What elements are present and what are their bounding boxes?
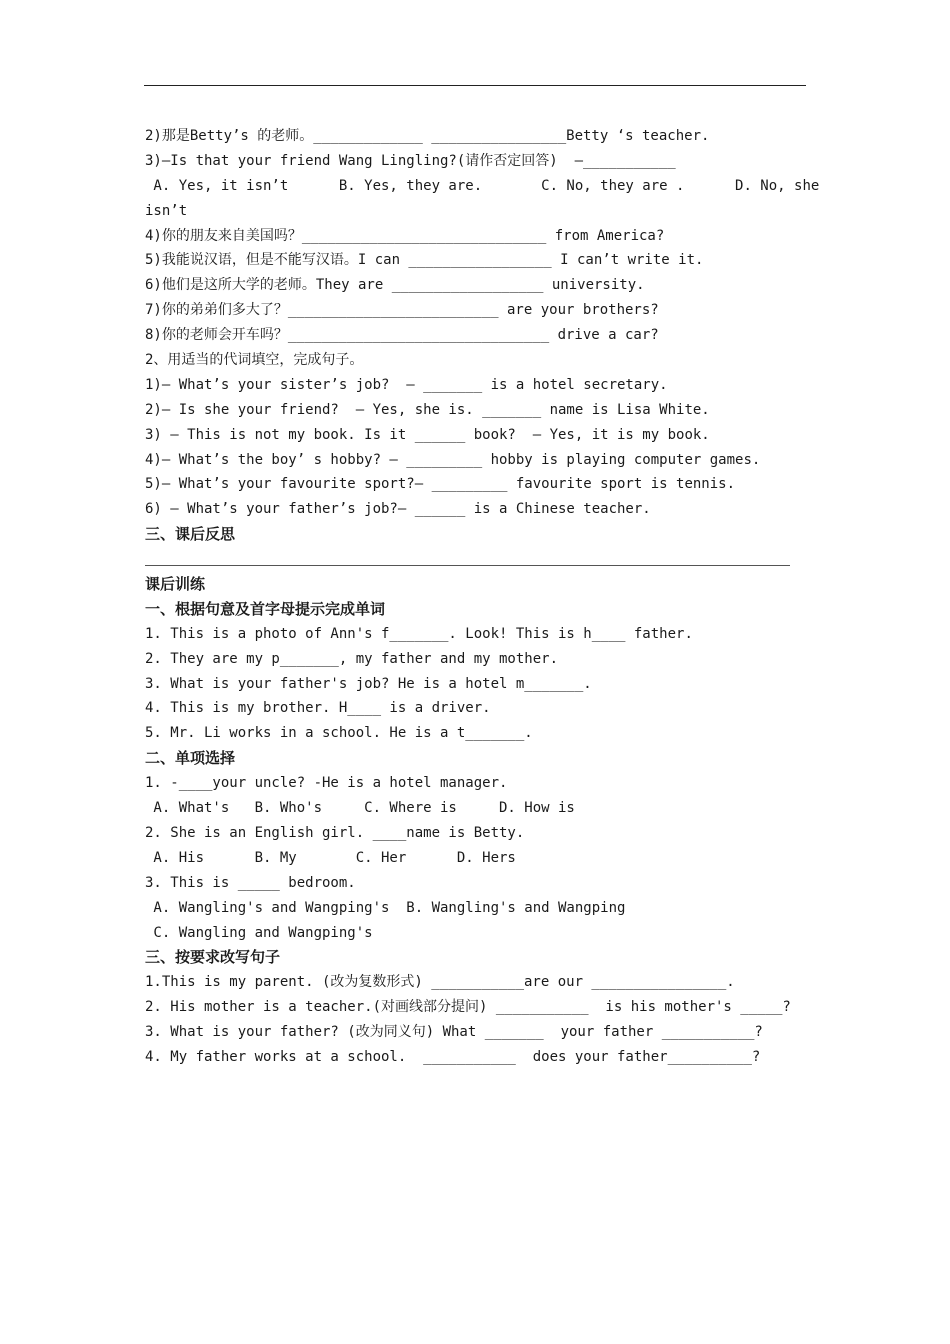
section1-item: 4. This is my brother. H____ is a driver. xyxy=(145,700,491,717)
section2-options: A. His B. My C. Her D. Hers xyxy=(145,849,516,866)
header-rule xyxy=(144,85,806,86)
exercise-line: 7)你的弟弟们多大了？_________________________ are your brothers? xyxy=(145,302,659,319)
exercise-line: 3) — This is not my book. Is it ______ book? — Yes, it is my book. xyxy=(145,426,710,443)
reflection-answer-line xyxy=(145,547,810,572)
section1-item: 3. What is your father's job? He is a hotel m_______. xyxy=(145,675,592,692)
section2-options: C. Wangling and Wangping's xyxy=(145,924,373,941)
section3-item: 3. What is your father? (改为同义句) What _______ your father ___________? xyxy=(145,1024,763,1041)
section2-item: 2. She is an English girl. ____name is Betty. xyxy=(145,824,525,841)
section2-heading: 二、单项选择 xyxy=(145,749,236,768)
section1-item: 2. They are my p_______, my father and my mother. xyxy=(145,650,559,667)
exercise-line: 1)— What’s your sister’s job? — _______ is a hotel secretary. xyxy=(145,376,668,393)
section2-options: A. What's B. Who's C. Where is D. How is xyxy=(145,800,575,817)
section2-item: 1. -____your uncle? -He is a hotel manager. xyxy=(145,775,508,792)
exercise-line: 5)— What’s your favourite sport?— _________ favourite sport is tennis. xyxy=(145,476,736,493)
section2-options: A. Wangling's and Wangping's B. Wangling's and Wangping xyxy=(145,899,626,916)
exercise-line: 4)你的朋友来自美国吗？_____________________________ from America? xyxy=(145,227,665,244)
section3-heading: 三、按要求改写句子 xyxy=(145,948,281,967)
section3-item: 4. My father works at a school. ___________ does your father__________? xyxy=(145,1048,761,1065)
answer-options: A. Yes, it isn’t B. Yes, they are. C. No, they are . D. No, she xyxy=(145,177,820,194)
practice-title: 课后训练 xyxy=(145,575,206,594)
section3-item: 1.This is my parent. (改为复数形式) ___________are our ________________. xyxy=(145,974,735,991)
exercise-line: 2)那是Betty’s 的老师。_____________ ________________Betty ‘s teacher. xyxy=(145,128,710,144)
exercise-line: 5)我能说汉语，但是不能写汉语。I can _________________ I can’t write it. xyxy=(145,252,704,269)
exercise-line: 3)—Is that your friend Wang Lingling?(请作否定回答) —___________ xyxy=(145,152,676,169)
exercise-line: 8)你的老师会开车吗？_______________________________ drive a car? xyxy=(145,327,659,344)
section2-item: 3. This is _____ bedroom. xyxy=(145,874,356,891)
exercise-line: 2)— Is she your friend? — Yes, she is. _______ name is Lisa White. xyxy=(145,401,710,418)
exercise-line: 4)— What’s the boy’ s hobby? — _________ hobby is playing computer games. xyxy=(145,451,761,468)
answer-options-wrap: isn’t xyxy=(145,202,188,219)
section-instruction: 2、用适当的代词填空，完成句子。 xyxy=(145,352,364,369)
section1-item: 5. Mr. Li works in a school. He is a t_______. xyxy=(145,725,533,742)
worksheet-body xyxy=(145,124,820,1070)
exercise-line: 6) — What’s your father’s job?— ______ is a Chinese teacher. xyxy=(145,501,651,518)
exercise-line: 6)他们是这所大学的老师。They are __________________ university. xyxy=(145,277,645,294)
section3-item: 2. His mother is a teacher.(对画线部分提问) ___________ is his mother's _____? xyxy=(145,999,791,1016)
section1-item: 1. This is a photo of Ann's f_______. Look! This is h____ father. xyxy=(145,625,693,642)
reflection-heading: 三、课后反思 xyxy=(145,525,236,544)
section1-heading: 一、根据句意及首字母提示完成单词 xyxy=(145,599,386,618)
